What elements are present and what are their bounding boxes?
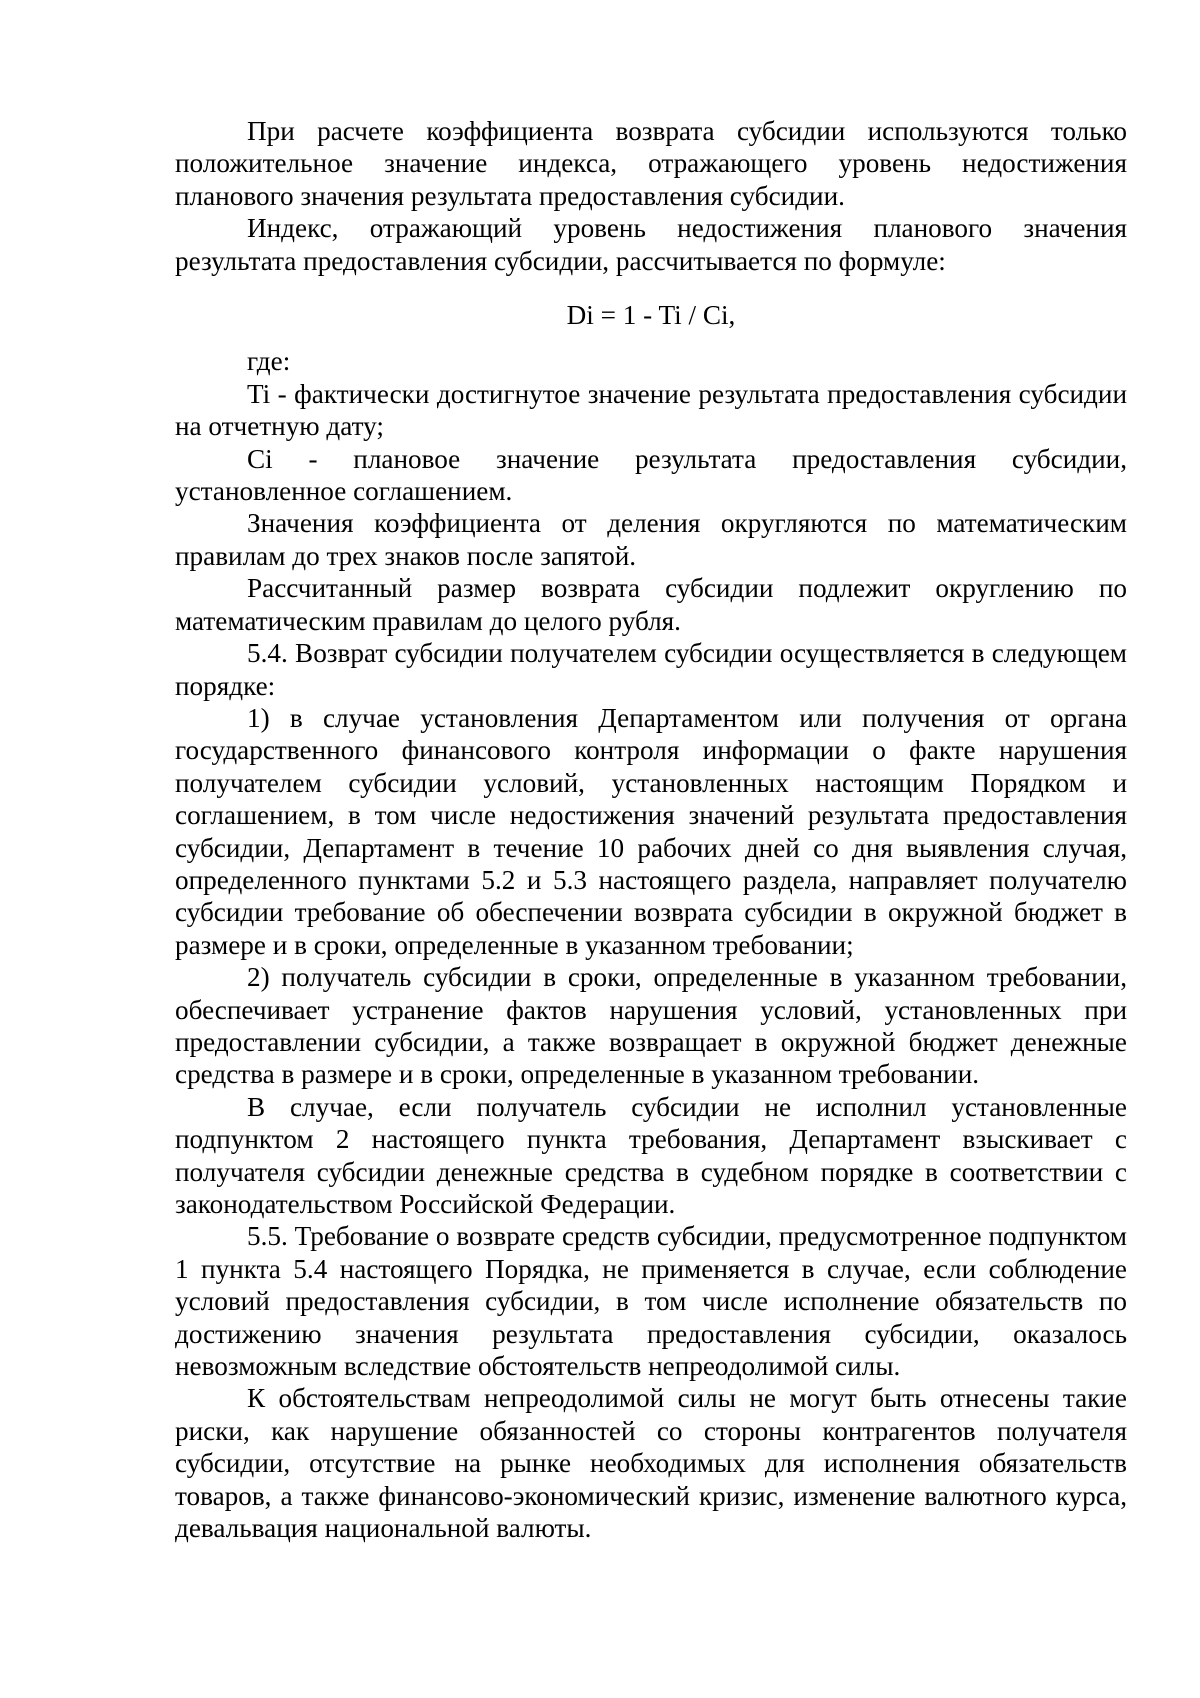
paragraph-item-2: 2) получатель субсидии в сроки, определенные в указанном требовании, обеспечивает устранение фактов нарушения условий, установленных при предоставлении субсидии, а также возвращает в окружной бюджет денежные средства в размере и в сроки, определенные в указанном требовании. bbox=[175, 962, 1127, 1090]
paragraph-force-majeure: К обстоятельствам непреодолимой силы не могут быть отнесены такие риски, как нарушение обязанностей со стороны контрагентов получателя субсидии, отсутствие на рынке необходимых для исполнения обязательств товаров, а также финансово-экономический кризис, изменение валютного курса, девальвация национальной валюты. bbox=[175, 1383, 1127, 1544]
paragraph-rounding-amount: Рассчитанный размер возврата субсидии подлежит округлению по математическим правилам до целого рубля. bbox=[175, 573, 1127, 636]
formula bbox=[175, 299, 1127, 331]
paragraph-rounding-coefficient: Значения коэффициента от деления округляются по математическим правилам до трех знаков после запятой. bbox=[175, 508, 1127, 571]
formula-text: Di = 1 - Ti / Ci, bbox=[566, 300, 736, 331]
paragraph-ci-definition: Ci - плановое значение результата предоставления субсидии, установленное соглашением. bbox=[175, 443, 1127, 507]
document-page bbox=[175, 115, 1127, 1544]
paragraph-section-5-5: 5.5. Требование о возврате средств субсидии, предусмотренное подпунктом 1 пункта 5.4 настоящего Порядка, не применяется в случае, если соблюдение условий предоставления субсидии, в том числе исполнение обязательств по достижению значения результата предоставления субсидии, оказалось невозможным вследствие обстоятельств непреодолимой силы. bbox=[175, 1221, 1127, 1382]
paragraph-item-1: 1) в случае установления Департаментом или получения от органа государственного финансового контроля информации о факте нарушения получателем субсидии условий, установленных настоящим Порядком и соглашением, в том числе недостижения значений результата предоставления субсидии, Департамент в течение 10 рабочих дней со дня выявления случая, определенного пунктами 5.2 и 5.3 настоящего раздела, направляет получателю субсидии требование об обеспечении возврата субсидии в окружной бюджет в размере и в сроки, определенные в указанном требовании; bbox=[175, 702, 1127, 960]
paragraph-ti-definition: Ti - фактически достигнутое значение результата предоставления субсидии на отчетную дату; bbox=[175, 378, 1127, 442]
paragraph-recovery-court: В случае, если получатель субсидии не исполнил установленные подпунктом 2 настоящего пункта требования, Департамент взыскивает с получателя субсидии денежные средства в судебном порядке в соответствии с законодательством Российской Федерации. bbox=[175, 1091, 1127, 1219]
paragraph-index-definition: Индекс, отражающий уровень недостижения планового значения результата предоставления субсидии, рассчитывается по формуле: bbox=[175, 213, 1127, 276]
paragraph-coefficient-index-usage: При расчете коэффициента возврата субсидии используются только положительное значение индекса, отражающего уровень недостижения планового значения результата предоставления субсидии. bbox=[175, 116, 1127, 211]
paragraph-section-5-4: 5.4. Возврат субсидии получателем субсидии осуществляется в следующем порядке: bbox=[175, 638, 1127, 701]
paragraph-where: где: bbox=[247, 346, 291, 377]
